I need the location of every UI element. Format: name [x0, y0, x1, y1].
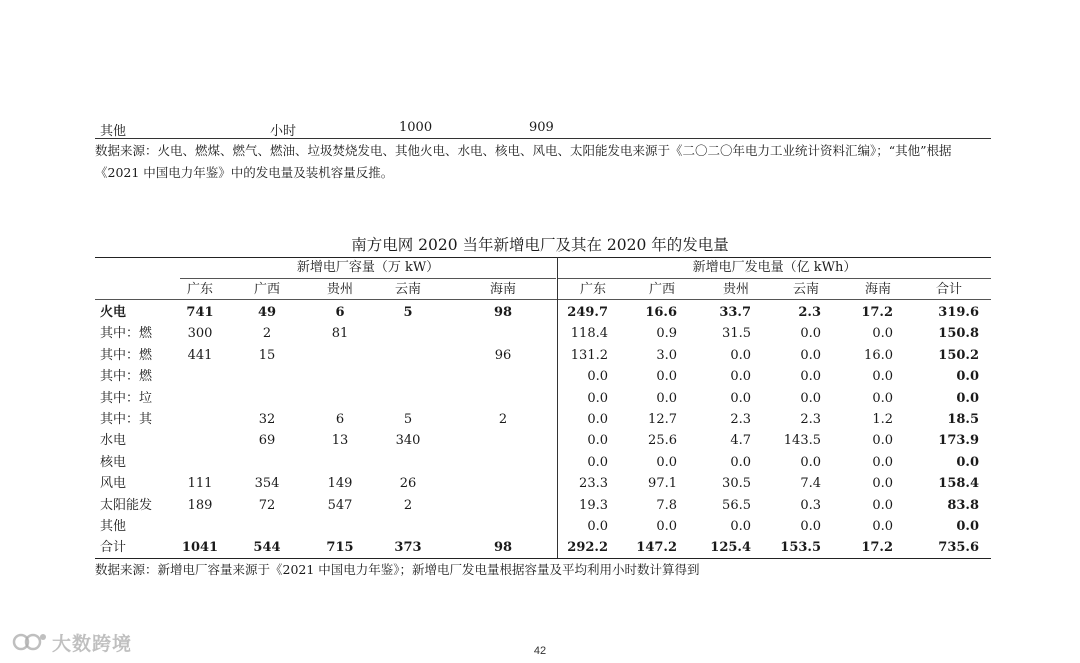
generation-cell: 16.0: [864, 347, 893, 363]
generation-cell: 12.7: [648, 412, 677, 427]
generation-cell: 0.0: [872, 369, 893, 385]
capacity-cell: [473, 324, 533, 343]
generation-cell: 0.0: [872, 497, 893, 513]
generation-cell: 19.3: [579, 497, 608, 513]
capacity-cell: [310, 346, 370, 365]
generation-cell: 0.0: [587, 454, 608, 470]
capacity-cell: 15: [258, 347, 276, 363]
table-row: [95, 515, 991, 536]
column-header: 广东: [579, 282, 606, 297]
generation-cell: 0.0: [872, 476, 893, 492]
generation-cell: 0.0: [800, 326, 821, 342]
capacity-cell: 547: [327, 497, 353, 513]
generation-cell: 0.0: [800, 347, 821, 363]
value-cell: 1000: [399, 120, 433, 135]
total-cell: 158.4: [938, 476, 979, 492]
group-header-capacity: 新增电厂容量（万 kW）: [296, 260, 440, 275]
capacity-cell: 2: [262, 326, 272, 342]
capacity-cell: [170, 367, 230, 386]
generation-cell: 0.0: [872, 390, 893, 406]
column-header: 广西: [253, 282, 280, 297]
total-cell: 150.2: [938, 347, 979, 363]
capacity-cell: 69: [258, 433, 276, 449]
generation-cell: 17.2: [861, 305, 893, 320]
capacity-cell: [237, 367, 297, 386]
capacity-cell: 32: [258, 412, 276, 427]
row-label: 风电: [100, 476, 127, 492]
generation-cell: 0.0: [587, 369, 608, 385]
generation-cell: 292.2: [567, 540, 608, 556]
generation-cell: 25.6: [648, 433, 677, 449]
column-header: 合计: [935, 282, 962, 297]
column-header: 海南: [864, 282, 891, 297]
generation-cell: 2.3: [798, 305, 821, 320]
generation-cell: 4.7: [730, 433, 751, 449]
capacity-cell: 96: [494, 347, 512, 363]
generation-cell: 7.4: [800, 476, 821, 492]
row-label: 其他: [100, 124, 127, 139]
table-row: [95, 451, 991, 472]
generation-cell: 31.5: [722, 326, 751, 342]
table-row: [95, 494, 991, 515]
capacity-cell: 544: [253, 540, 281, 556]
generation-cell: 30.5: [722, 476, 751, 492]
watermark-text: 大数跨境: [52, 632, 133, 655]
total-cell: 150.8: [938, 326, 979, 342]
generation-cell: 0.0: [730, 454, 751, 470]
capacity-cell: 715: [326, 540, 354, 556]
previous-table-last-row: [95, 118, 991, 139]
capacity-cell: [473, 367, 533, 386]
table-title: 南方电网 2020 当年新增电厂及其在 2020 年的发电量: [351, 236, 729, 254]
capacity-cell: 13: [331, 433, 349, 449]
row-label: 其中：其: [100, 412, 153, 427]
row-label: 其中：燃: [100, 369, 153, 385]
total-cell: 83.8: [947, 497, 979, 513]
generation-cell: 0.0: [800, 454, 821, 470]
capacity-cell: 72: [258, 497, 276, 513]
unit-cell: 小时: [270, 124, 297, 139]
group-header-generation: 新增电厂发电量（亿 kWh）: [692, 260, 857, 275]
capacity-cell: 6: [335, 305, 345, 320]
capacity-cell: 300: [187, 326, 213, 342]
capacity-cell: [170, 389, 230, 408]
capacity-cell: [473, 496, 533, 515]
capacity-cell: 189: [187, 497, 213, 513]
total-cell: 173.9: [938, 433, 979, 449]
column-header: 云南: [792, 282, 819, 297]
row-label: 其中：燃: [100, 326, 153, 342]
generation-cell: 0.0: [587, 519, 608, 534]
generation-cell: 0.0: [800, 519, 821, 534]
table-row: [95, 408, 991, 429]
capacity-cell: [310, 453, 370, 472]
table-row: [95, 301, 991, 322]
generation-cell: 0.0: [872, 326, 893, 342]
capacity-cell: 741: [186, 305, 214, 320]
generation-cell: 33.7: [719, 305, 751, 320]
capacity-cell: [473, 474, 533, 493]
table-row: [95, 344, 991, 365]
capacity-cell: [170, 431, 230, 450]
generation-cell: 147.2: [636, 540, 677, 556]
capacity-cell: 98: [493, 305, 513, 320]
header-rule: [95, 299, 991, 300]
capacity-cell: [378, 517, 438, 536]
total-cell: 319.6: [938, 305, 979, 320]
table-row: [95, 472, 991, 493]
generation-cell: 0.0: [730, 347, 751, 363]
generation-cell: 0.0: [872, 519, 893, 534]
capacity-cell: 81: [331, 326, 349, 342]
generation-cell: 0.0: [656, 369, 677, 385]
capacity-cell: 6: [335, 412, 345, 427]
generation-cell: 0.3: [800, 497, 821, 513]
table-row: [95, 365, 991, 386]
generation-cell: 0.0: [872, 433, 893, 449]
generation-cell: 0.0: [587, 433, 608, 449]
capacity-cell: [310, 389, 370, 408]
source-note: 数据来源：新增电厂容量来源于《2021 中国电力年鉴》；新增电厂发电量根据容量及平均利用小时数计算得到: [95, 562, 700, 577]
capacity-cell: [378, 367, 438, 386]
capacity-cell: [170, 517, 230, 536]
column-header-row: [95, 278, 991, 299]
generation-cell: 118.4: [570, 326, 608, 342]
capacity-cell: 26: [399, 476, 417, 492]
column-header: 海南: [489, 282, 516, 297]
capacity-cell: 354: [254, 476, 280, 492]
row-label: 其他: [100, 519, 127, 534]
capacity-cell: 149: [327, 476, 353, 492]
capacity-cell: [237, 453, 297, 472]
capacity-cell: 2: [403, 497, 413, 513]
capacity-cell: 441: [187, 347, 213, 363]
generation-cell: 131.2: [570, 347, 608, 363]
capacity-cell: [170, 453, 230, 472]
column-header: 云南: [394, 282, 421, 297]
row-label: 其中：垃: [100, 390, 153, 406]
generation-cell: 17.2: [861, 540, 893, 556]
capacity-cell: [170, 410, 230, 429]
capacity-cell: 2: [498, 412, 508, 427]
total-cell: 0.0: [956, 369, 979, 385]
table-row: [95, 429, 991, 450]
column-header: 贵州: [722, 282, 749, 297]
capacity-cell: 5: [403, 412, 413, 427]
generation-cell: 249.7: [567, 305, 608, 320]
capacity-cell: 373: [394, 540, 422, 556]
row-label: 其中：燃: [100, 347, 153, 363]
column-header: 广西: [648, 282, 675, 297]
capacity-cell: [310, 517, 370, 536]
generation-cell: 0.0: [730, 390, 751, 406]
total-cell: 0.0: [956, 454, 979, 470]
table-row: [95, 536, 991, 557]
capacity-cell: [310, 367, 370, 386]
capacity-cell: [378, 346, 438, 365]
generation-cell: 0.0: [872, 454, 893, 470]
row-label: 火电: [100, 305, 127, 320]
generation-cell: 3.0: [656, 347, 677, 363]
generation-cell: 0.0: [800, 390, 821, 406]
capacity-cell: 49: [257, 305, 277, 320]
capacity-cell: [473, 453, 533, 472]
row-label: 水电: [100, 433, 127, 449]
row-label: 太阳能发: [100, 497, 153, 513]
generation-cell: 0.9: [656, 326, 677, 342]
generation-cell: 0.0: [730, 519, 751, 534]
table-row: [95, 387, 991, 408]
generation-cell: 16.6: [645, 305, 677, 320]
generation-cell: 0.0: [587, 390, 608, 406]
generation-cell: 0.0: [656, 390, 677, 406]
generation-cell: 0.0: [730, 369, 751, 385]
generation-cell: 2.3: [800, 412, 821, 427]
generation-cell: 97.1: [648, 476, 677, 492]
capacity-cell: 111: [187, 476, 213, 492]
row-label: 核电: [100, 454, 127, 470]
capacity-cell: 98: [493, 540, 513, 556]
total-cell: 18.5: [947, 412, 979, 427]
generation-cell: 7.8: [656, 497, 677, 513]
total-cell: 0.0: [956, 519, 979, 534]
capacity-cell: 5: [403, 305, 413, 320]
total-cell: 735.6: [938, 540, 979, 556]
capacity-cell: [237, 389, 297, 408]
capacity-cell: [378, 389, 438, 408]
generation-cell: 0.0: [587, 412, 608, 427]
row-label: 合计: [100, 540, 127, 556]
generation-cell: 2.3: [730, 412, 751, 427]
generation-cell: 125.4: [710, 540, 751, 556]
capacity-cell: [378, 324, 438, 343]
capacity-cell: 340: [395, 433, 421, 449]
generation-cell: 153.5: [780, 540, 821, 556]
generation-cell: 23.3: [579, 476, 608, 492]
capacity-cell: [237, 517, 297, 536]
capacity-cell: [473, 389, 533, 408]
capacity-cell: [473, 431, 533, 450]
source-note: 数据来源：火电、燃煤、燃气、燃油、垃圾焚烧发电、其他火电、水电、核电、风电、太阳能发电来源于《二〇二〇年电力工业统计资料汇编》；“其他”根据《2021 中国电力年鉴》中的发电量及装机容量反推。: [95, 143, 952, 180]
generation-cell: 143.5: [783, 433, 821, 449]
generation-cell: 1.2: [872, 412, 893, 427]
generation-cell: 0.0: [656, 519, 677, 534]
value-cell: 909: [529, 120, 554, 135]
column-header: 广东: [186, 282, 213, 297]
capacity-cell: 1041: [181, 540, 219, 556]
capacity-cell: [473, 517, 533, 536]
capacity-cell: [378, 453, 438, 472]
table-row: [95, 322, 991, 343]
generation-cell: 0.0: [656, 454, 677, 470]
watermark-logo-icon: [12, 630, 48, 654]
page-number: 42: [533, 645, 547, 657]
total-cell: 0.0: [956, 390, 979, 406]
generation-cell: 56.5: [722, 497, 751, 513]
watermark: [12, 628, 132, 656]
column-header: 贵州: [326, 282, 353, 297]
generation-cell: 0.0: [800, 369, 821, 385]
